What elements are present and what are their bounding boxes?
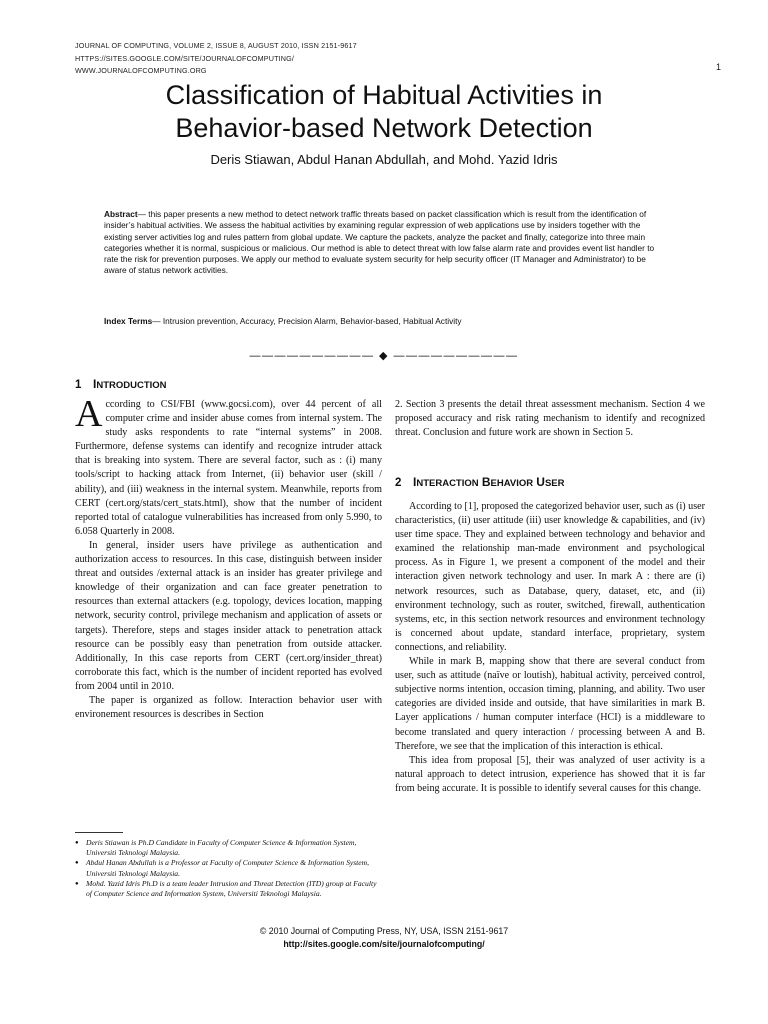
section-divider: —————————— ◆ —————————— [249,350,519,362]
footnote-item: ● Mohd. Yazid Idris Ph.D is a team leader Intrusion and Threat Detection (ITD) group at Faculty of Computer Science and Information System, Universiti Teknologi Malaysia. [75,879,382,899]
section-heading-introduction: 1 INTRODUCTION [75,377,167,391]
intro-paragraph-2: In general, insider users have privilege as authentication and authorization access to resources. In this case, distinguish between insider threat and outsides /external attack is an insider has greater privilege and knowledge of their organization and can face greater penetration to resources than external attackers (e.g. topology, devices location, mapping network, security control, privilege mechanism and application of assets or targets). Therefore, steps and stages insider attack to penetration attack resource can be possibly easy than penetration from outside attacker. Additionally, In this case reports from CERT (cert.org/insider_threat) corroborate this fact, which is the number of incident reported has evolved from 2004 until in 2010. [75,539,382,692]
section-number: 2 [395,477,402,489]
abstract [104,209,664,277]
author-footnotes [75,838,382,899]
intro-paragraph-3: The paper is organized as follow. Interaction behavior user with environement resources is describes in Section [75,694,382,721]
footnote-item: ● Abdul Hanan Abdullah is a Professor at Faculty of Computer Science & Information System, Universiti Teknologi Malaysia. [75,858,382,878]
sites-line: HTTPS://SITES.GOOGLE.COM/SITE/JOURNALOFCOMPUTING/ [75,53,295,63]
abstract-label: Abstract [104,209,138,219]
page-footer [0,925,768,951]
abstract-text: — this paper presents a new method to detect network traffic threats based on packet classification which is result from the identification of insider’s habitual activities. We assess the habitual activities by examining regular expression of web applications use by insiders together with the existing server activities log and rules pattern from global update. We capture the packets, analyze the packet and finally, categorize into three main categories whether it is normal, suspicious or malicious. Our method is able to detect threat with low false alarm rate and provides event list handler to rate the risk for prevention purposes. We apply our method to evaluate system security for help security officer (IT Manager and Administrator) to be aware of status network activities. [104,209,655,276]
drop-cap: A [75,393,103,435]
paper-title [0,79,768,145]
running-header [75,40,675,78]
right-column [395,398,705,440]
section-heading-interaction-behavior-user: 2 INTERACTION BEHAVIOR USER [395,475,565,489]
section2-body [395,500,705,796]
journal-line: JOURNAL OF COMPUTING, VOLUME 2, ISSUE 8, AUGUST 2010, ISSN 2151-9617 [75,41,357,50]
index-terms-label: Index Terms [104,316,153,326]
section-number: 1 [75,379,82,391]
page-number: 1 [716,62,722,72]
footnote-item: ● Deris Stiawan is Ph.D Candidate in Faculty of Computer Science & Information System, Universiti Teknologi Malaysia. [75,838,382,858]
section2-paragraph-3: This idea from proposal [5], their was analyzed of user activity is a natural approach to detect intrusion, experience has showed that it is far from being accurate. It is possible to identify several causes for this change. [395,754,705,794]
index-terms-text: — Intrusion prevention, Accuracy, Precision Alarm, Behavior-based, Habitual Activity [152,316,462,326]
index-terms [104,316,664,327]
title-line-1: Classification of Habitual Activities in [165,80,603,110]
section2-paragraph-1: According to [1], proposed the categorized behavior user, such as (i) user characteristics, (ii) user attitude (iii) user knowledge & capabilities, and (iv) user time space. They and explained between technology and behavior and examined the relationship man-made environment and psychological process. As in Figure 1, we present a component of the model and their interaction given network technology and user. In mark A : there are (i) network resources, such as Database, query, dataset, etc, and (ii) environment technology, such as router, switched, firewall, authentication systems, etc, in this section network resources and environment technology is concerned about update, standard interface, proprietary, system connections, and reliability. [395,501,705,653]
intro-paragraph-3-continued: 2. Section 3 presents the detail threat assessment mechanism. Section 4 we proposed accuracy and risk rating mechanism to identify and recognized threat. Conclusion and future work are shown in Section 5. [395,399,705,439]
journal-url: http://sites.google.com/site/journalofcomputing/ [283,939,485,949]
intro-paragraph-1: According to CSI/FBI (www.gocsi.com), over 44 percent of all computer crime and insider abuse comes from internal system. The study asks respondents to rate “internal systems” in 2008. Furthermore, defense systems can identify and recognize intruder attack that is breaking into system. There are several factor, such as : (i) many tools/script to hacking attack from Internet, (ii) behavior user (skill / ability), and (iii) weakness in the internal system. Meanwhile, reports from CERT (cert.org/stats/cert_stats.html), show that the number of incident reported total of catalogue vulnerabilities has increased from only 5.990, to 6.058 Quarterly in 2008. [75,393,382,537]
copyright-line: © 2010 Journal of Computing Press, NY, USA, ISSN 2151-9617 [259,926,509,936]
web-line: WWW.JOURNALOFCOMPUTING.ORG [75,66,207,75]
title-line-2: Behavior-based Network Detection [175,113,593,143]
footnote-rule [75,832,123,833]
left-column [75,393,382,722]
section2-paragraph-2: While in mark B, mapping show that there are several conduct from user, such as attitude (naïve or loutish), habitual activity, perceived control, subjective norms intention, occasion timing, planning, and ability. Two user categories are divided inside and outside, that have similarities in mark B. Layer applications / human computer interface (HCI) is a middleware to become translated and query interaction / processing between A and B. Therefore, we see that the implication of this interaction is ethical. [395,656,705,752]
author-list: Deris Stiawan, Abdul Hanan Abdullah, and Mohd. Yazid Idris [210,152,558,167]
